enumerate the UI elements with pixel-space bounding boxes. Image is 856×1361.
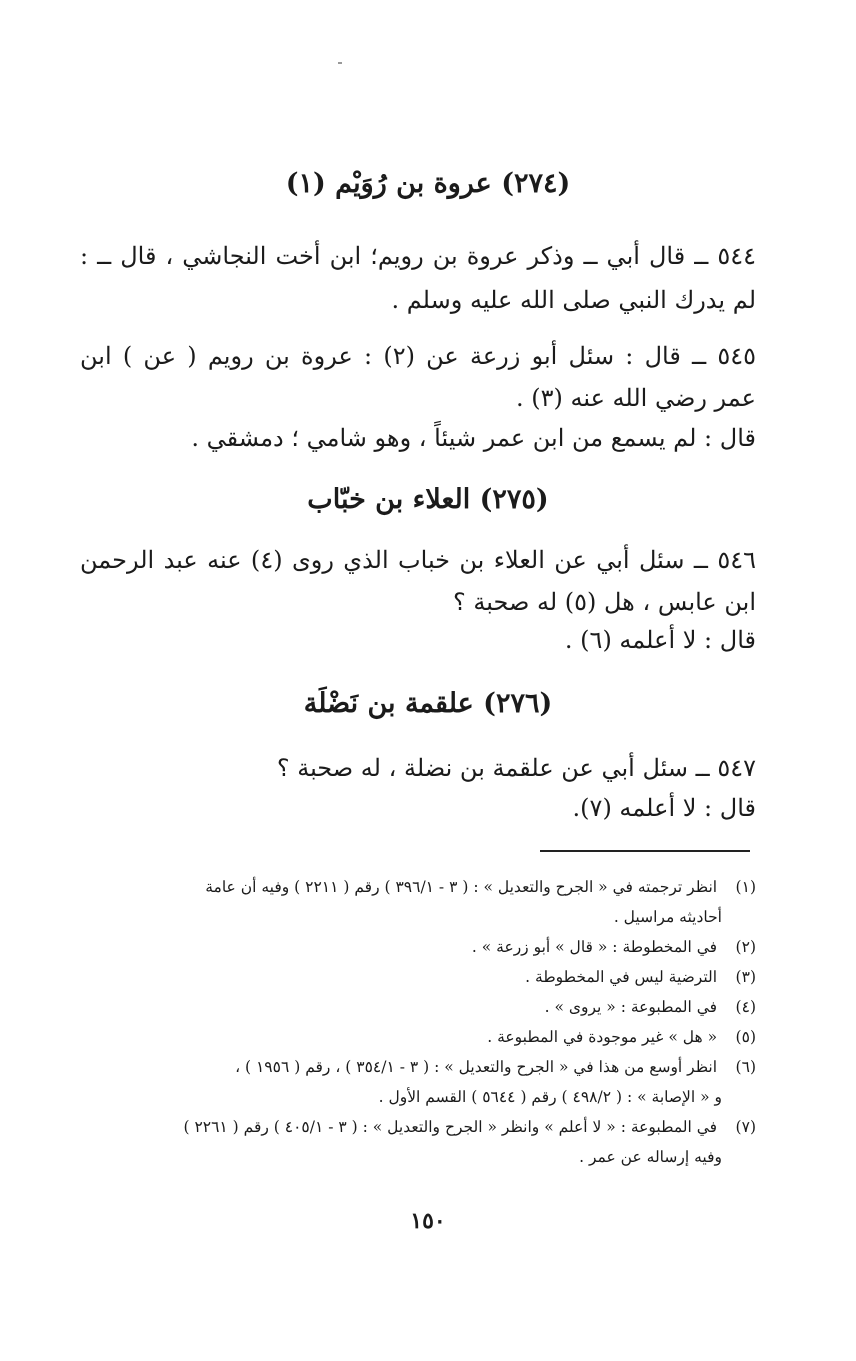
footnote-text: في المطبوعة : « لا أعلم » وانظر « الجرح والتعديل » : ( ٣ - ٤٠٥/١ ) رقم ( ٢٢٦١ ) [183,1118,718,1136]
footnote-number: (٤) [735,998,756,1016]
entry-546-line-1: ٥٤٦ ــ سئل أبي عن العلاء بن خباب الذي روى (٤) عنه عبد الرحمن [80,546,757,574]
footnote-4 [80,992,756,1022]
footnote-5 [80,1022,756,1052]
footnote-number: (٧) [735,1118,756,1136]
footnote-7-continuation: وفيه إرساله عن عمر . [579,1148,722,1166]
footnote-text: في المخطوطة : « قال » أبو زرعة » . [471,938,718,956]
footnote-number: (٣) [735,968,756,986]
section-heading-275: (٢٧٥) العلاء بن خبّاب [307,484,549,515]
entry-545-line-1: ٥٤٥ ــ قال : سئل أبو زرعة عن (٢) : عروة بن رويم ( عن ) ابن [80,342,757,370]
footnote-text: في المطبوعة : « يروى » . [544,998,718,1016]
page-number: ١٥٠ [410,1208,446,1234]
entry-547-line-1: ٥٤٧ ــ سئل أبي عن علقمة بن نضلة ، له صحبة ؟ [276,754,756,782]
footnote-text: « هل » غير موجودة في المطبوعة . [487,1028,718,1046]
footnote-6-continuation: و « الإصابة » : ( ٤٩٨/٢ ) رقم ( ٥٦٤٤ ) القسم الأول . [378,1088,722,1106]
footnote-text: انظر ترجمته في « الجرح والتعديل » : ( ٣ - ٣٩٦/١ ) رقم ( ٢٢١١ ) وفيه أن عامة [205,878,718,896]
footnote-3 [80,962,756,992]
entry-547-line-2: قال : لا أعلمه (٧). [572,794,756,822]
footnote-1 [80,872,756,902]
footnote-number: (٢) [735,938,756,956]
entry-546-line-3: قال : لا أعلمه (٦) . [564,626,756,654]
footnote-1-continuation: أحاديثه مراسيل . [613,908,722,926]
scan-mark [338,62,342,64]
section-heading-274: (٢٧٤) عروة بن رُوَيْم (١) [285,168,571,199]
footnote-number: (٦) [735,1058,756,1076]
footnote-text: الترضية ليس في المخطوطة . [525,968,718,986]
entry-544-line-2: لم يدرك النبي صلى الله عليه وسلم . [391,286,756,314]
footnote-separator [540,850,750,852]
entry-546-line-2: ابن عابس ، هل (٥) له صحبة ؟ [452,588,756,616]
entry-545-line-2: عمر رضي الله عنه (٣) . [515,384,756,412]
footnote-2 [80,932,756,962]
footnote-number: (٥) [735,1028,756,1046]
section-heading-276: (٢٧٦) علقمة بن نَضْلَة [303,688,553,719]
footnote-7 [80,1112,756,1142]
footnote-text: انظر أوسع من هذا في « الجرح والتعديل » : ( ٣ - ٣٥٤/١ ) ، رقم ( ١٩٥٦ ) ، [235,1058,718,1076]
entry-544-line-1: ٥٤٤ ــ قال أبي ــ وذكر عروة بن رويم؛ ابن أخت النجاشي ، قال ــ : [80,242,756,270]
footnote-6 [80,1052,756,1082]
entry-545-line-3: قال : لم يسمع من ابن عمر شيئاً ، وهو شامي ؛ دمشقي . [191,424,756,452]
footnote-number: (١) [735,878,756,896]
